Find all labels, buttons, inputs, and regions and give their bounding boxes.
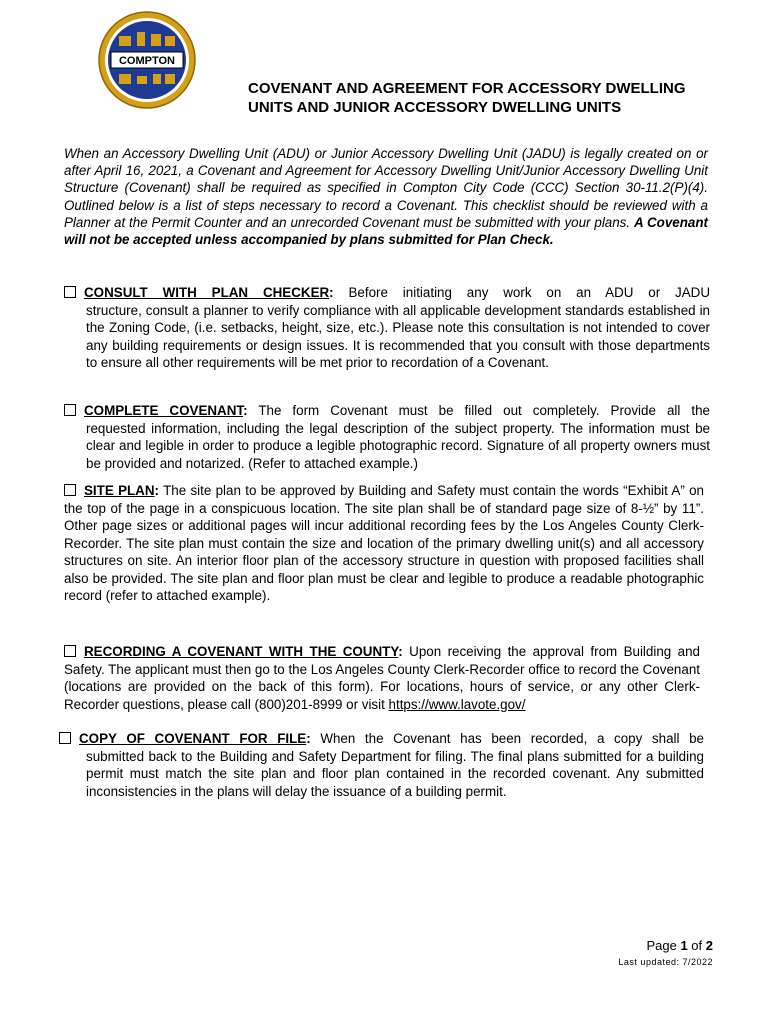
item-heading: RECORDING A COVENANT WITH THE COUNTY — [84, 644, 399, 659]
of-word: of — [691, 938, 703, 953]
page-word: Page — [646, 938, 677, 953]
checkbox-copy-for-file[interactable] — [59, 732, 71, 744]
title-line-2: UNITS AND JUNIOR ACCESSORY DWELLING UNITS — [248, 99, 622, 116]
item-colon: : — [243, 403, 248, 418]
city-seal-icon — [97, 10, 197, 110]
document-title — [248, 79, 738, 117]
item-heading: COPY OF COVENANT FOR FILE — [79, 731, 307, 746]
item-colon: : — [329, 285, 334, 300]
item-first-line: The form Covenant must be filled out completely. Provide all the — [247, 403, 710, 418]
page-number — [646, 938, 713, 953]
item-first-line: When the Covenant has been recorded, a copy shall be — [310, 731, 704, 746]
checklist-item-copy-for-file — [59, 730, 704, 800]
item-first-line: Before initiating any work on an ADU or JADU — [333, 285, 710, 300]
item-text: Upon receiving the approval from Building and Safety. The applicant must then go to the Los Angeles County Clerk-Recorder office to record the Covenant (locations are provided on the back of this form). For locations, hours of service, or any other Clerk- Recorder questions, please call (800)201-8999 or visit — [64, 644, 700, 712]
intro-text: When an Accessory Dwelling Unit (ADU) or Junior Accessory Dwelling Unit (JADU) is legally created on or after April 16, 2021, a Covenant and Agreement for Accessory Dwelling Unit/Junior Accessory Dwelling Unit Structure (Covenant) shall be required as specified in Compton City Code (CCC) Section 30-11.2(P)(4). Outlined below is a list of steps necessary to record a Covenant. This checklist should be reviewed with a Planner at the Permit Counter and an unrecorded Covenant must be submitted with your plans. — [64, 146, 708, 230]
checklist-item-consult — [64, 284, 710, 372]
item-body: requested information, including the legal description of the subject property. The information must be clear and legible in order to produce a legible photographic record. Signature of all property owners must be provided and notarized. (Refer to attached example.) — [86, 420, 710, 471]
item-colon: : — [154, 483, 159, 498]
checkbox-complete-covenant[interactable] — [64, 404, 76, 416]
last-updated: Last updated: 7/2022 — [618, 957, 713, 967]
checklist-item-recording — [64, 643, 700, 713]
item-heading: CONSULT WITH PLAN CHECKER — [84, 285, 330, 300]
lavote-link[interactable]: https://www.lavote.gov/ — [388, 696, 526, 712]
item-colon: : — [398, 644, 403, 659]
checklist-item-site-plan — [64, 482, 704, 605]
item-body: structure, consult a planner to verify compliance with all applicable development standards established in the Zoning Code, (i.e. setbacks, height, size, etc.). Please note this consultation is not intended to cover any building requirements or design issues. It is recommended that you consult with those departments to ensure all other requirements will be met prior to recordation of a Covenant. — [86, 302, 710, 370]
intro-bold-text: A Covenant will not be accepted unless accompanied by plans submitted for Plan Check. — [64, 214, 709, 248]
item-colon: : — [306, 731, 311, 746]
checklist-item-complete-covenant — [64, 402, 710, 472]
title-line-1: COVENANT AND AGREEMENT FOR ACCESSORY DWELLING — [248, 80, 686, 97]
item-heading: COMPLETE COVENANT — [84, 403, 244, 418]
page-current: 1 — [680, 938, 688, 953]
item-body: submitted back to the Building and Safety Department for filing. The final plans submitted for a building permit must match the site plan and floor plan contained in the recorded covenant. Any submitted inconsistencies in the plans will delay the issuance of a building permit. — [86, 748, 704, 799]
item-text: The site plan to be approved by Building and Safety must contain the words “Exhibit A” on the top of the page in a conspicuous location. The site plan shall be of standard page size of 8-½” by 11”. Other page sizes or additional pages will incur additional recording fees by the Los Angeles County Clerk-Recorder. The site plan must contain the size and location of the primary dwelling unit(s) and all accessory structures on site. An interior floor plan of the accessory structure in question with proposed facilities shall also be provided. The site plan and floor plan must be clear and legible to produce a readable photographic record (refer to attached example). — [64, 483, 705, 603]
item-heading: SITE PLAN — [84, 483, 155, 498]
seal-text: COMPTON — [118, 55, 176, 67]
checkbox-consult[interactable] — [64, 286, 76, 298]
intro-paragraph — [64, 145, 708, 248]
checkbox-site-plan[interactable] — [64, 484, 76, 496]
page-total: 2 — [705, 938, 713, 953]
checkbox-recording[interactable] — [64, 645, 76, 657]
